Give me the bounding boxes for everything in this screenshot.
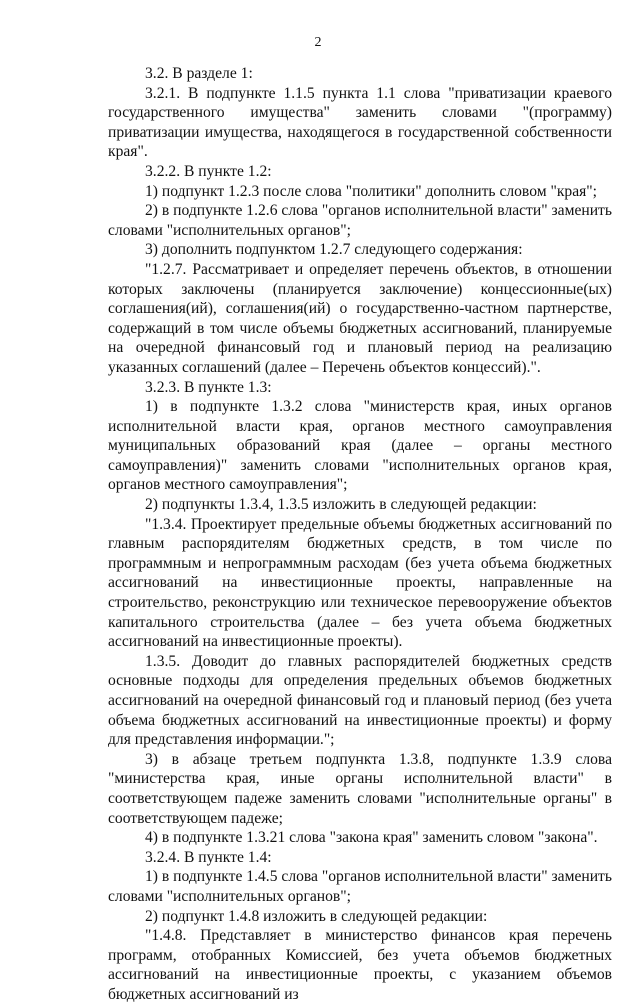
paragraph: 2) подпункт 1.4.8 изложить в следующей редакции: [145,907,488,925]
paragraph: 4) в подпункте 1.3.21 слова "закона края" заменить словом "закона". [145,829,598,847]
paragraph: "1.3.4. Проектирует предельные объемы бюджетных ассигнований по главным распорядителям бюджетных средств, в том числе по программным и непрограммным расходам (без учета объема бюджетных ассигнований на инвестиционные проекты, направленные на строительство, реконструкцию или техническое перевооружение объектов капитального строительства (далее – без учета объема бюджетных ассигнований на инвестиционные проекты). [108,515,612,651]
paragraph: 1) в подпункте 1.4.5 слова "органов исполнительной власти" заменить словами "исполнительных органов"; [108,868,612,905]
paragraph: 3) в абзаце третьем подпункта 1.3.8, подпункте 1.3.9 слова "министерства края, иные органы исполнительной власти" в соответствующем падеже заменить словами "исполнительные органы" в соответствующем падеже; [108,750,612,827]
page-number: 2 [314,35,322,50]
paragraph: 3) дополнить подпунктом 1.2.7 следующего содержания: [145,241,523,259]
paragraph: 3.2.2. В пункте 1.2: [145,162,272,180]
paragraph: 3.2.3. В пункте 1.3: [145,378,272,396]
paragraph: 3.2.1. В подпункте 1.1.5 пункта 1.1 слова "приватизации краевого государственного имущества" заменить словами "(программу) приватизации имущества, находящегося в государственной собственности края". [108,84,612,161]
document-body [108,64,612,1005]
paragraph: "1.4.8. Представляет в министерство финансов края перечень программ, отобранных Комиссией, без учета объемов бюджетных ассигнований на инвестиционные проекты, с указанием объемов бюджетных ассигнований из [108,927,612,1003]
paragraph: 1) подпункт 1.2.3 после слова "политики" дополнить словом "края"; [145,182,597,200]
paragraph: 3.2.4. В пункте 1.4: [145,848,272,866]
paragraph: 1) в подпункте 1.3.2 слова "министерств края, иных органов исполнительной власти края, органов местного самоуправления муниципальных образований края (далее – органы местного самоуправления)" заменить словами "исполнительных органов края, органов местного самоуправления"; [108,398,612,494]
paragraph: 1.3.5. Доводит до главных распорядителей бюджетных средств основные подходы для определения предельных объемов бюджетных ассигнований на очередной финансовый год и плановый период (без учета объема бюджетных ассигнований на инвестиционные проекты) и форму для представления информации."; [108,652,612,749]
paragraph: 3.2. В разделе 1: [145,65,253,82]
paragraph: "1.2.7. Рассматривает и определяет перечень объектов, в отношении которых заключены (планируется заключение) концессионные(ых) соглашения(ий), соглашения(ий) о государственно-частном партнерстве, содержащий в том числе объемы бюджетных ассигнований, планируемые на очередной финансовый год и плановый период на реализацию указанных соглашений (далее – Перечень объектов концессий).". [108,260,612,376]
paragraph: 2) в подпункте 1.2.6 слова "органов исполнительной власти" заменить словами "исполнительных органов"; [108,202,612,239]
paragraph: 2) подпункты 1.3.4, 1.3.5 изложить в следующей редакции: [145,496,537,514]
